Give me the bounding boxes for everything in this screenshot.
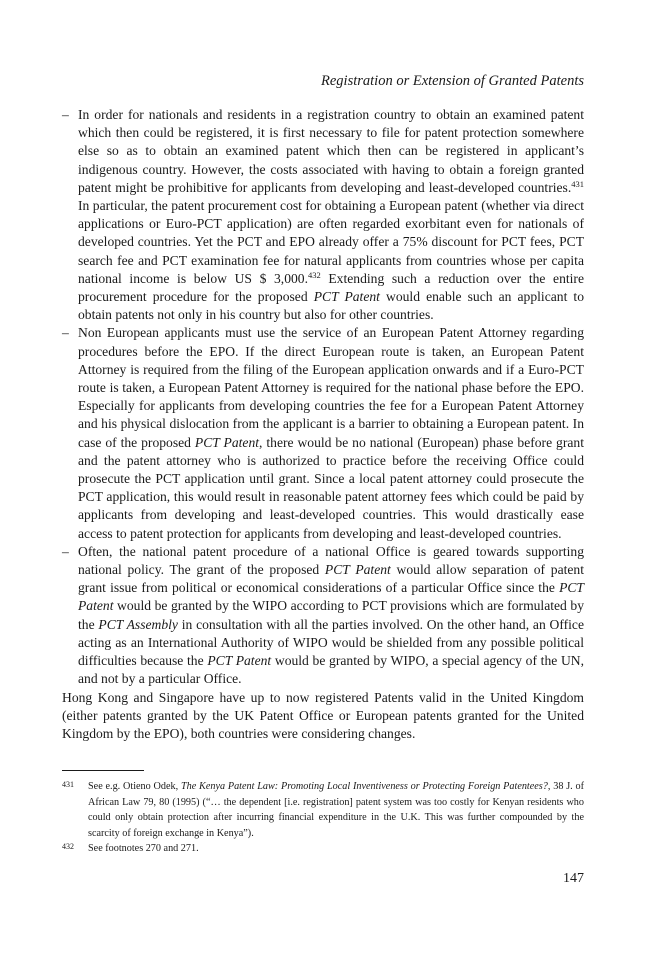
- closing-paragraph: Hong Kong and Singapore have up to now registered Patents valid in the United Kingdom (either patents granted by the UK Patent Office or European patents granted for the United Kingdom by the EPO), both countries were considering changes.: [62, 689, 584, 741]
- bullet-dash: –: [62, 107, 69, 122]
- italic-text: PCT Patent: [313, 289, 380, 305]
- text-run: In order for nationals and residents in a registration country to obtain an examined patent which then could be registered, it is first necessary to file for patent protection somewhere else so as to obtain an examined patent which then can be registered in applicant’s indigenous country. However, the costs associated with having to obtain a foreign granted patent might be prohibitive for applicants from developing and least-developed countries.: [78, 107, 584, 195]
- footnote-number: 431: [62, 780, 74, 789]
- body-text: [62, 106, 584, 743]
- text-run: See footnotes 270 and 271.: [88, 843, 199, 855]
- text-run: in consultation with all the parties involved. On the other hand, an Office acting as an International Authority of WIPO would be shielded from any possible political difficulties because the: [78, 616, 584, 669]
- footnote-ref: 432: [308, 269, 321, 280]
- footnote: [62, 841, 584, 857]
- italic-text: PCT Patent: [194, 434, 260, 450]
- text-run: would be granted by the WIPO according to PCT provisions which are formulated by the: [78, 598, 584, 632]
- italic-text: PCT Patent: [324, 562, 391, 578]
- bullet-list: [62, 106, 584, 689]
- italic-text: PCT Assembly: [98, 616, 178, 632]
- italic-text: PCT Patent: [78, 580, 584, 614]
- bullet-item: [62, 106, 584, 324]
- text-run: Extending such a reduction over the entire procurement procedure for the proposed: [78, 270, 584, 305]
- footnote: [62, 779, 584, 841]
- italic-text: The Kenya Patent Law: Promoting Local Inventiveness or Protecting Foreign Patentees?: [180, 781, 548, 792]
- text-run: would be granted by WIPO, a special agency of the UN, and not by a particular Office.: [78, 653, 584, 687]
- footnotes: [62, 779, 584, 857]
- bullet-item: [62, 324, 584, 542]
- text-run: In particular, the patent procurement cost for obtaining a European patent (whether via direct applications or Euro-PCT application) are often regarded exorbitant even for nationals of developed countries. Yet the PCT and EPO already offer a 75% discount for PCT fees, PCT search fee and PCT examination fee for natural applicants from countries whose per capita national income is below US $ 3,000.: [78, 198, 584, 286]
- bullet-dash: –: [62, 543, 69, 559]
- text-run: Non European applicants must use the service of an European Patent Attorney regarding procedures before the EPO. If the direct European route is taken, an European Patent Attorney is required from the filing of the European application onwards and if a Euro-PCT route is taken, a European Patent Attorney is required for the national phase before the EPO. Especially for applicants from developing countries the fee for a European Patent Attorney and his physical dislocation from the applicant is a barrier to obtaining a European patent. In case of the proposed: [78, 325, 584, 450]
- bullet-dash: –: [62, 325, 69, 341]
- footnote-ref: 431: [571, 178, 584, 189]
- text-run: Often, the national patent procedure of a national Office is geared towards supporting national policy. The grant of the proposed: [78, 543, 584, 578]
- text-run: , 38 J. of African Law 79, 80 (1995) (“… the dependent [i.e. registration] patent system was too costly for Kenyan residents who could only obtain protection after incurring financial expenditure in the U.K. This was further compounded by the scarcity of foreign exchange in Kenya”).: [88, 781, 584, 839]
- running-head: Registration or Extension of Granted Patents: [321, 73, 584, 89]
- text-run: would enable such an applicant to obtain patents not only in his country but also for other countries.: [78, 289, 584, 323]
- footnote-number: 432: [62, 842, 74, 852]
- italic-text: PCT Patent: [207, 653, 272, 669]
- text-run: See e.g. Otieno Odek,: [88, 781, 181, 792]
- footnote-rule: [62, 770, 144, 771]
- bullet-item: [62, 543, 584, 689]
- text-run: , there would be no national (European) phase before grant and the patent attorney who is authorized to practice before the receiving Office could prosecute the PCT application until grant. Since a local patent attorney could prosecute the PCT application, this would result in reasonable patent attorney fees which could be paid by applicants from developing and least-developed countries. This would drastically ease access to patent protection for applicants from developing and least-developed countries.: [78, 434, 584, 541]
- text-run: would allow separation of patent grant issue from political or economical considerations of a particular Office since the: [78, 562, 585, 596]
- page-number: 147: [563, 871, 584, 886]
